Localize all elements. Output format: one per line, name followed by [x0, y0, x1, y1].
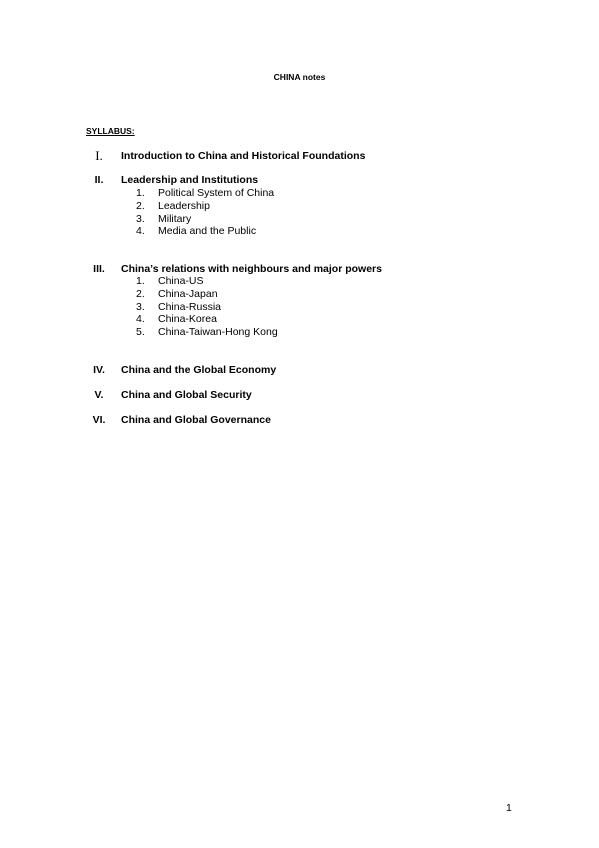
list-item: 5. China-Taiwan-Hong Kong — [136, 326, 278, 339]
section-number: II. — [94, 174, 104, 186]
list-item: 3. China-Russia — [136, 300, 222, 313]
list-item: 1. China-US — [136, 275, 204, 287]
section-number: I. — [95, 148, 103, 163]
list-item: 3. Military — [136, 212, 192, 225]
list-item: 2. Leadership — [136, 199, 210, 212]
document-title: CHINA notes — [273, 72, 326, 82]
subtopic-list — [136, 187, 274, 238]
syllabus-heading: SYLLABUS: — [86, 126, 135, 136]
section-title: Introduction to China and Historical Foundations — [121, 150, 366, 162]
page-number: 1 — [506, 802, 512, 814]
section-number: V. — [94, 389, 104, 401]
section-title: China and Global Security — [121, 389, 252, 401]
section-title: Leadership and Institutions — [121, 174, 259, 186]
section-title: China’s relations with neighbours and major powers — [121, 263, 382, 275]
list-item: 1. Political System of China — [136, 187, 275, 199]
section-title: China and Global Governance — [121, 414, 271, 426]
section-number: VI. — [92, 414, 106, 426]
section-number: III. — [93, 263, 105, 275]
list-item: 4. Media and the Public — [136, 225, 257, 238]
section-title: China and the Global Economy — [121, 364, 277, 376]
list-item: 2. China-Japan — [136, 287, 218, 300]
list-item: 4. China-Korea — [136, 313, 217, 326]
subtopic-list — [136, 275, 278, 339]
section-number: IV. — [93, 364, 105, 376]
